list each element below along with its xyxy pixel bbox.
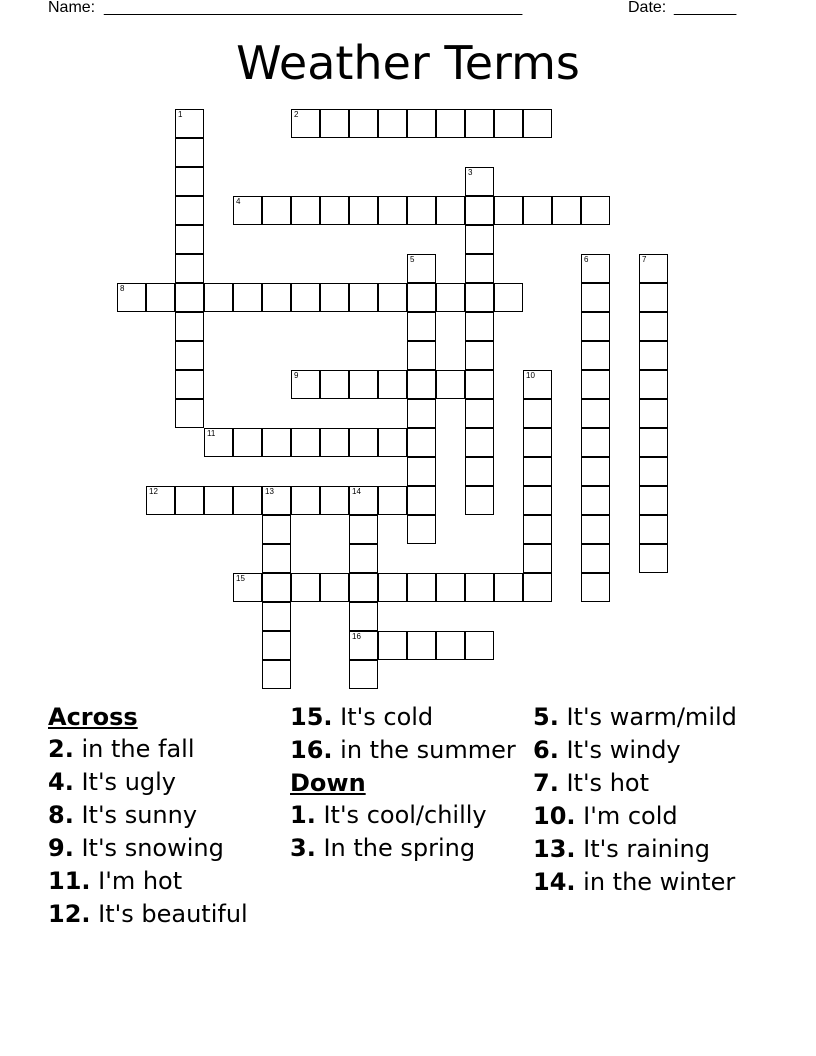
across-heading: Across [48,703,138,731]
crossword-cell[interactable] [175,399,204,428]
crossword-cell[interactable] [175,341,204,370]
crossword-cell[interactable] [349,109,378,138]
crossword-cell[interactable] [407,341,436,370]
clue-across-12: 12. It's beautiful [48,900,248,928]
crossword-cell[interactable] [378,486,407,515]
crossword-cell[interactable] [320,196,349,225]
clue-down-5: 5. It's warm/mild [533,703,737,731]
clue-down-14: 14. in the winter [533,868,736,896]
crossword-cell[interactable] [349,486,378,515]
crossword-cell[interactable] [552,196,581,225]
crossword-cell[interactable] [262,544,291,573]
crossword-cell[interactable] [436,370,465,399]
crossword-cell[interactable] [465,312,494,341]
crossword-cell[interactable] [175,370,204,399]
crossword-cell[interactable] [465,341,494,370]
crossword-cell[interactable] [465,370,494,399]
crossword-cell[interactable] [465,428,494,457]
crossword-cell[interactable] [262,631,291,660]
name-label: Name: [48,0,96,16]
down-heading: Down [290,769,366,797]
crossword-cell[interactable] [204,283,233,312]
crossword-cell[interactable] [523,515,552,544]
crossword-cell[interactable] [523,370,552,399]
crossword-cell[interactable] [349,428,378,457]
crossword-cell[interactable] [581,341,610,370]
crossword-cell[interactable] [291,428,320,457]
crossword-cell[interactable] [117,283,146,312]
crossword-cell[interactable] [349,283,378,312]
crossword-cell[interactable] [581,544,610,573]
crossword-cell[interactable] [291,573,320,602]
crossword-cell[interactable] [349,196,378,225]
crossword-cell[interactable] [262,428,291,457]
crossword-cell[interactable] [146,486,175,515]
crossword-cell[interactable] [581,196,610,225]
crossword-cell[interactable] [494,109,523,138]
crossword-cell[interactable] [349,660,378,689]
crossword-cell[interactable] [378,196,407,225]
crossword-cell[interactable] [349,370,378,399]
crossword-cell[interactable] [465,457,494,486]
crossword-cell[interactable] [639,515,668,544]
crossword-cell[interactable] [581,515,610,544]
crossword-cell[interactable] [639,457,668,486]
date-field[interactable]: _______ [674,0,737,16]
crossword-cell[interactable] [639,370,668,399]
crossword-cell[interactable] [320,486,349,515]
crossword-cell[interactable] [581,486,610,515]
crossword-cell[interactable] [465,399,494,428]
crossword-cell[interactable] [523,109,552,138]
crossword-cell[interactable] [581,428,610,457]
crossword-cell[interactable] [407,428,436,457]
clue-number-label: 7 [642,255,647,264]
crossword-cell[interactable] [465,631,494,660]
clue-number-label: 14 [352,487,361,496]
crossword-cell[interactable] [581,283,610,312]
crossword-cell[interactable] [407,312,436,341]
crossword-cell[interactable] [320,573,349,602]
crossword-cell[interactable] [349,573,378,602]
crossword-cell[interactable] [436,283,465,312]
crossword-cell[interactable] [465,225,494,254]
crossword-cell[interactable] [291,283,320,312]
crossword-cell[interactable] [639,254,668,283]
crossword-cell[interactable] [436,631,465,660]
crossword-cell[interactable] [639,283,668,312]
crossword-cell[interactable] [581,457,610,486]
crossword-cell[interactable] [494,283,523,312]
crossword-cell[interactable] [407,196,436,225]
crossword-cell[interactable] [175,138,204,167]
clues-column-3 [533,703,783,901]
crossword-cell[interactable] [233,428,262,457]
crossword-cell[interactable] [465,283,494,312]
clue-down-13: 13. It's raining [533,835,710,863]
crossword-cell[interactable] [349,544,378,573]
crossword-cell[interactable] [436,109,465,138]
crossword-cell[interactable] [407,486,436,515]
crossword-cell[interactable] [407,573,436,602]
crossword-cell[interactable] [639,341,668,370]
crossword-cell[interactable] [175,254,204,283]
crossword-cell[interactable] [581,370,610,399]
crossword-cell[interactable] [581,312,610,341]
clue-number-label: 5 [410,255,415,264]
crossword-cell[interactable] [262,515,291,544]
crossword-cell[interactable] [639,312,668,341]
crossword-cell[interactable] [407,109,436,138]
crossword-cell[interactable] [639,486,668,515]
crossword-cell[interactable] [523,486,552,515]
crossword-cell[interactable] [494,573,523,602]
crossword-cell[interactable] [378,631,407,660]
clue-number-label: 11 [207,429,216,438]
crossword-cell[interactable] [581,254,610,283]
crossword-cell[interactable] [465,167,494,196]
crossword-cell[interactable] [291,370,320,399]
clue-number-label: 16 [352,632,361,641]
clue-number-label: 8 [120,284,125,293]
crossword-cell[interactable] [262,196,291,225]
crossword-cell[interactable] [407,399,436,428]
crossword-cell[interactable] [523,428,552,457]
crossword-cell[interactable] [523,457,552,486]
clue-down-1: 1. It's cool/chilly [290,801,487,829]
clue-down-3: 3. In the spring [290,834,476,862]
crossword-cell[interactable] [291,109,320,138]
clue-number-label: 12 [149,487,158,496]
crossword-cell[interactable] [204,428,233,457]
crossword-cell[interactable] [465,573,494,602]
clue-across-8: 8. It's sunny [48,801,198,829]
crossword-cell[interactable] [465,109,494,138]
clue-number-label: 9 [294,371,299,380]
crossword-cell[interactable] [320,370,349,399]
crossword-cell[interactable] [175,109,204,138]
crossword-cell[interactable] [349,602,378,631]
clue-across-9: 9. It's snowing [48,834,224,862]
crossword-cell[interactable] [407,254,436,283]
crossword-cell[interactable] [175,225,204,254]
clue-number-label: 1 [178,110,183,119]
crossword-cell[interactable] [320,109,349,138]
crossword-cell[interactable] [233,283,262,312]
crossword-cell[interactable] [581,399,610,428]
clue-number-label: 3 [468,168,473,177]
crossword-cell[interactable] [407,631,436,660]
crossword-cell[interactable] [175,486,204,515]
crossword-cell[interactable] [523,196,552,225]
clue-number-label: 15 [236,574,245,583]
clue-down-6: 6. It's windy [533,736,681,764]
crossword-cell[interactable] [262,602,291,631]
crossword-cell[interactable] [291,486,320,515]
crossword-cell[interactable] [262,573,291,602]
crossword-cell[interactable] [523,573,552,602]
crossword-cell[interactable] [175,196,204,225]
crossword-cell[interactable] [407,370,436,399]
crossword-cell[interactable] [291,196,320,225]
crossword-cell[interactable] [465,196,494,225]
crossword-cell[interactable] [407,283,436,312]
crossword-cell[interactable] [407,457,436,486]
crossword-cell[interactable] [639,544,668,573]
crossword-cell[interactable] [233,573,262,602]
crossword-cell[interactable] [175,283,204,312]
crossword-cell[interactable] [436,196,465,225]
crossword-cell[interactable] [436,573,465,602]
clue-number-label: 13 [265,487,274,496]
crossword-cell[interactable] [175,312,204,341]
clue-down-10: 10. I'm cold [533,802,678,830]
clue-across-4: 4. It's ugly [48,768,177,796]
crossword-cell[interactable] [378,573,407,602]
clue-across-2: 2. in the fall [48,735,195,763]
clue-down-7: 7. It's hot [533,769,649,797]
crossword-cell[interactable] [233,486,262,515]
clue-across-15: 15. It's cold [290,703,434,731]
crossword-cell[interactable] [378,370,407,399]
crossword-cell[interactable] [349,631,378,660]
crossword-cell[interactable] [349,515,378,544]
crossword-cell[interactable] [465,486,494,515]
crossword-cell[interactable] [639,399,668,428]
crossword-cell[interactable] [465,254,494,283]
crossword-cell[interactable] [146,283,175,312]
clue-number-label: 10 [526,371,535,380]
clue-across-11: 11. I'm hot [48,867,183,895]
crossword-cell[interactable] [378,428,407,457]
crossword-cell[interactable] [494,196,523,225]
crossword-cell[interactable] [320,283,349,312]
crossword-cell[interactable] [639,428,668,457]
crossword-cell[interactable] [204,486,233,515]
date-label: Date: [628,0,667,16]
crossword-cell[interactable] [523,399,552,428]
crossword-cell[interactable] [262,660,291,689]
crossword-cell[interactable] [262,283,291,312]
clue-number-label: 4 [236,197,241,206]
clues-column-2 [290,703,520,867]
crossword-cell[interactable] [581,573,610,602]
name-field[interactable]: _______________________________________________ [104,0,523,16]
crossword-cell[interactable] [523,544,552,573]
crossword-cell[interactable] [378,283,407,312]
clue-number-label: 2 [294,110,299,119]
crossword-cell[interactable] [407,515,436,544]
crossword-cell[interactable] [175,167,204,196]
clue-across-16: 16. in the summer [290,736,516,764]
crossword-cell[interactable] [320,428,349,457]
clue-number-label: 6 [584,255,589,264]
clues-column-1 [48,703,278,933]
crossword-cell[interactable] [262,486,291,515]
crossword-cell[interactable] [378,109,407,138]
crossword-cell[interactable] [233,196,262,225]
puzzle-title: Weather Terms [236,36,580,90]
